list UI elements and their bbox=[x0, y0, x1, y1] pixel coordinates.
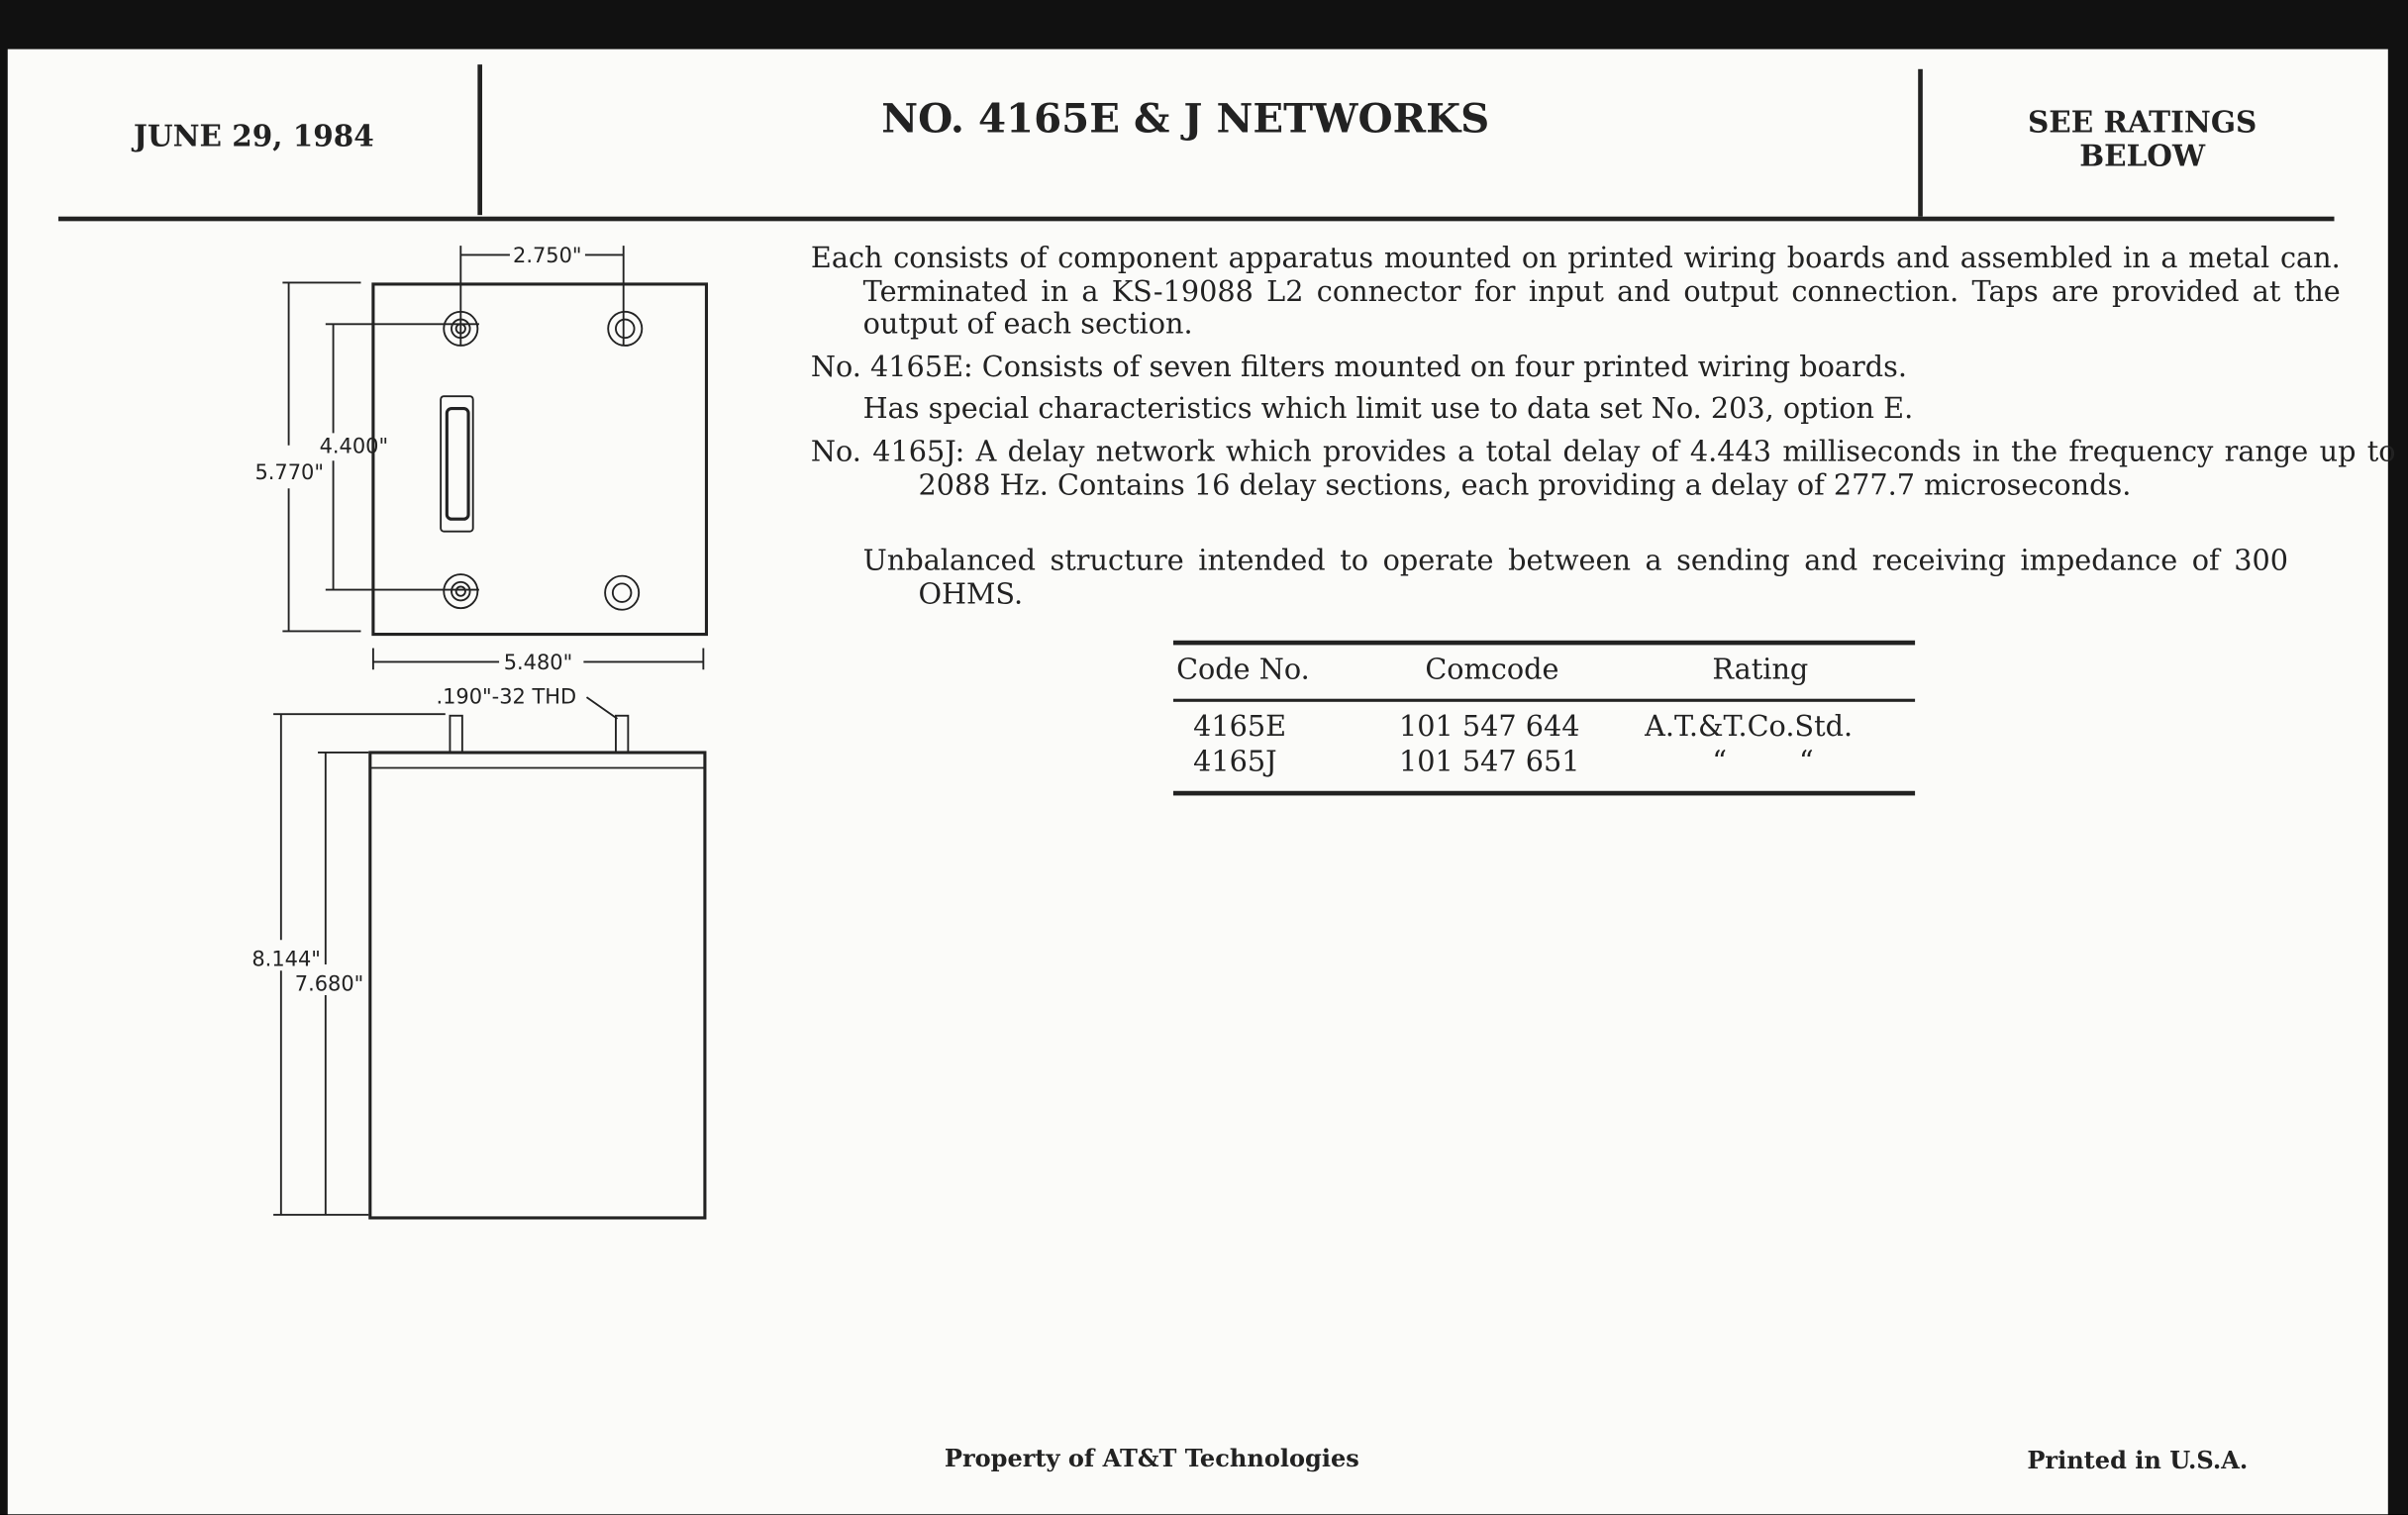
dim-label: 2.750" bbox=[513, 244, 582, 268]
dim-label: 4.400" bbox=[319, 434, 389, 458]
mounting-stud bbox=[605, 576, 639, 610]
dim-label: 8.144" bbox=[251, 947, 321, 971]
description-paragraph: Each consists of component apparatus mounted on printed wiring boards and assembled in a metal can. Terminated in a KS-19088 L2 connector for input and output connection. Taps are provided at the output of each section. bbox=[810, 243, 2341, 342]
top-view bbox=[254, 244, 706, 674]
mounting-stud bbox=[608, 312, 642, 346]
connector-icon bbox=[441, 396, 473, 531]
column-header: Code No. bbox=[1176, 654, 1310, 687]
side-view bbox=[251, 684, 705, 1218]
code-cell: 4165E bbox=[1193, 711, 1287, 744]
dim-label: 5.770" bbox=[254, 459, 324, 484]
description-4165e-note: Has special characteristics which limit use to data set No. 203, option E. bbox=[862, 393, 1914, 426]
column-header: Rating bbox=[1712, 654, 1809, 687]
dim-label: 7.680" bbox=[294, 971, 364, 996]
comcode-cell: 101 547 651 bbox=[1398, 746, 1580, 779]
code-cell: 4165J bbox=[1193, 746, 1277, 779]
ratings-line: SEE RATINGS bbox=[2027, 106, 2258, 141]
date: JUNE 29, 1984 bbox=[133, 119, 374, 154]
description-4165j: No. 4165J: A delay network which provides a total delay of 4.443 milliseconds in the frequency range up to 2088 Hz. Contains 16 delay sections, each providing a delay of 277.7 microseconds. bbox=[810, 436, 2396, 502]
mounting-stud bbox=[444, 574, 477, 608]
description-4165e: No. 4165E: Consists of seven filters mounted on four printed wiring boards. bbox=[810, 352, 1907, 384]
footer-printed: Printed in U.S.A. bbox=[2027, 1445, 2249, 1474]
page-title: NO. 4165E & J NETWORKS bbox=[881, 96, 1490, 144]
comcode-cell: 101 547 644 bbox=[1398, 711, 1580, 744]
ratings-line: BELOW bbox=[2079, 140, 2206, 174]
dim-label: 5.480" bbox=[503, 651, 573, 675]
rating-cell: “ “ bbox=[1712, 746, 1814, 779]
impedance-text: Unbalanced structure intended to operate between a sending and receiving impedance of 300 OHMS. bbox=[862, 545, 2288, 611]
column-header: Comcode bbox=[1425, 654, 1559, 687]
thread-label: .190"-32 THD bbox=[436, 684, 577, 709]
rating-cell: A.T.&T.Co.Std. bbox=[1645, 711, 1854, 744]
footer-property: Property of AT&T Technologies bbox=[944, 1443, 1359, 1473]
